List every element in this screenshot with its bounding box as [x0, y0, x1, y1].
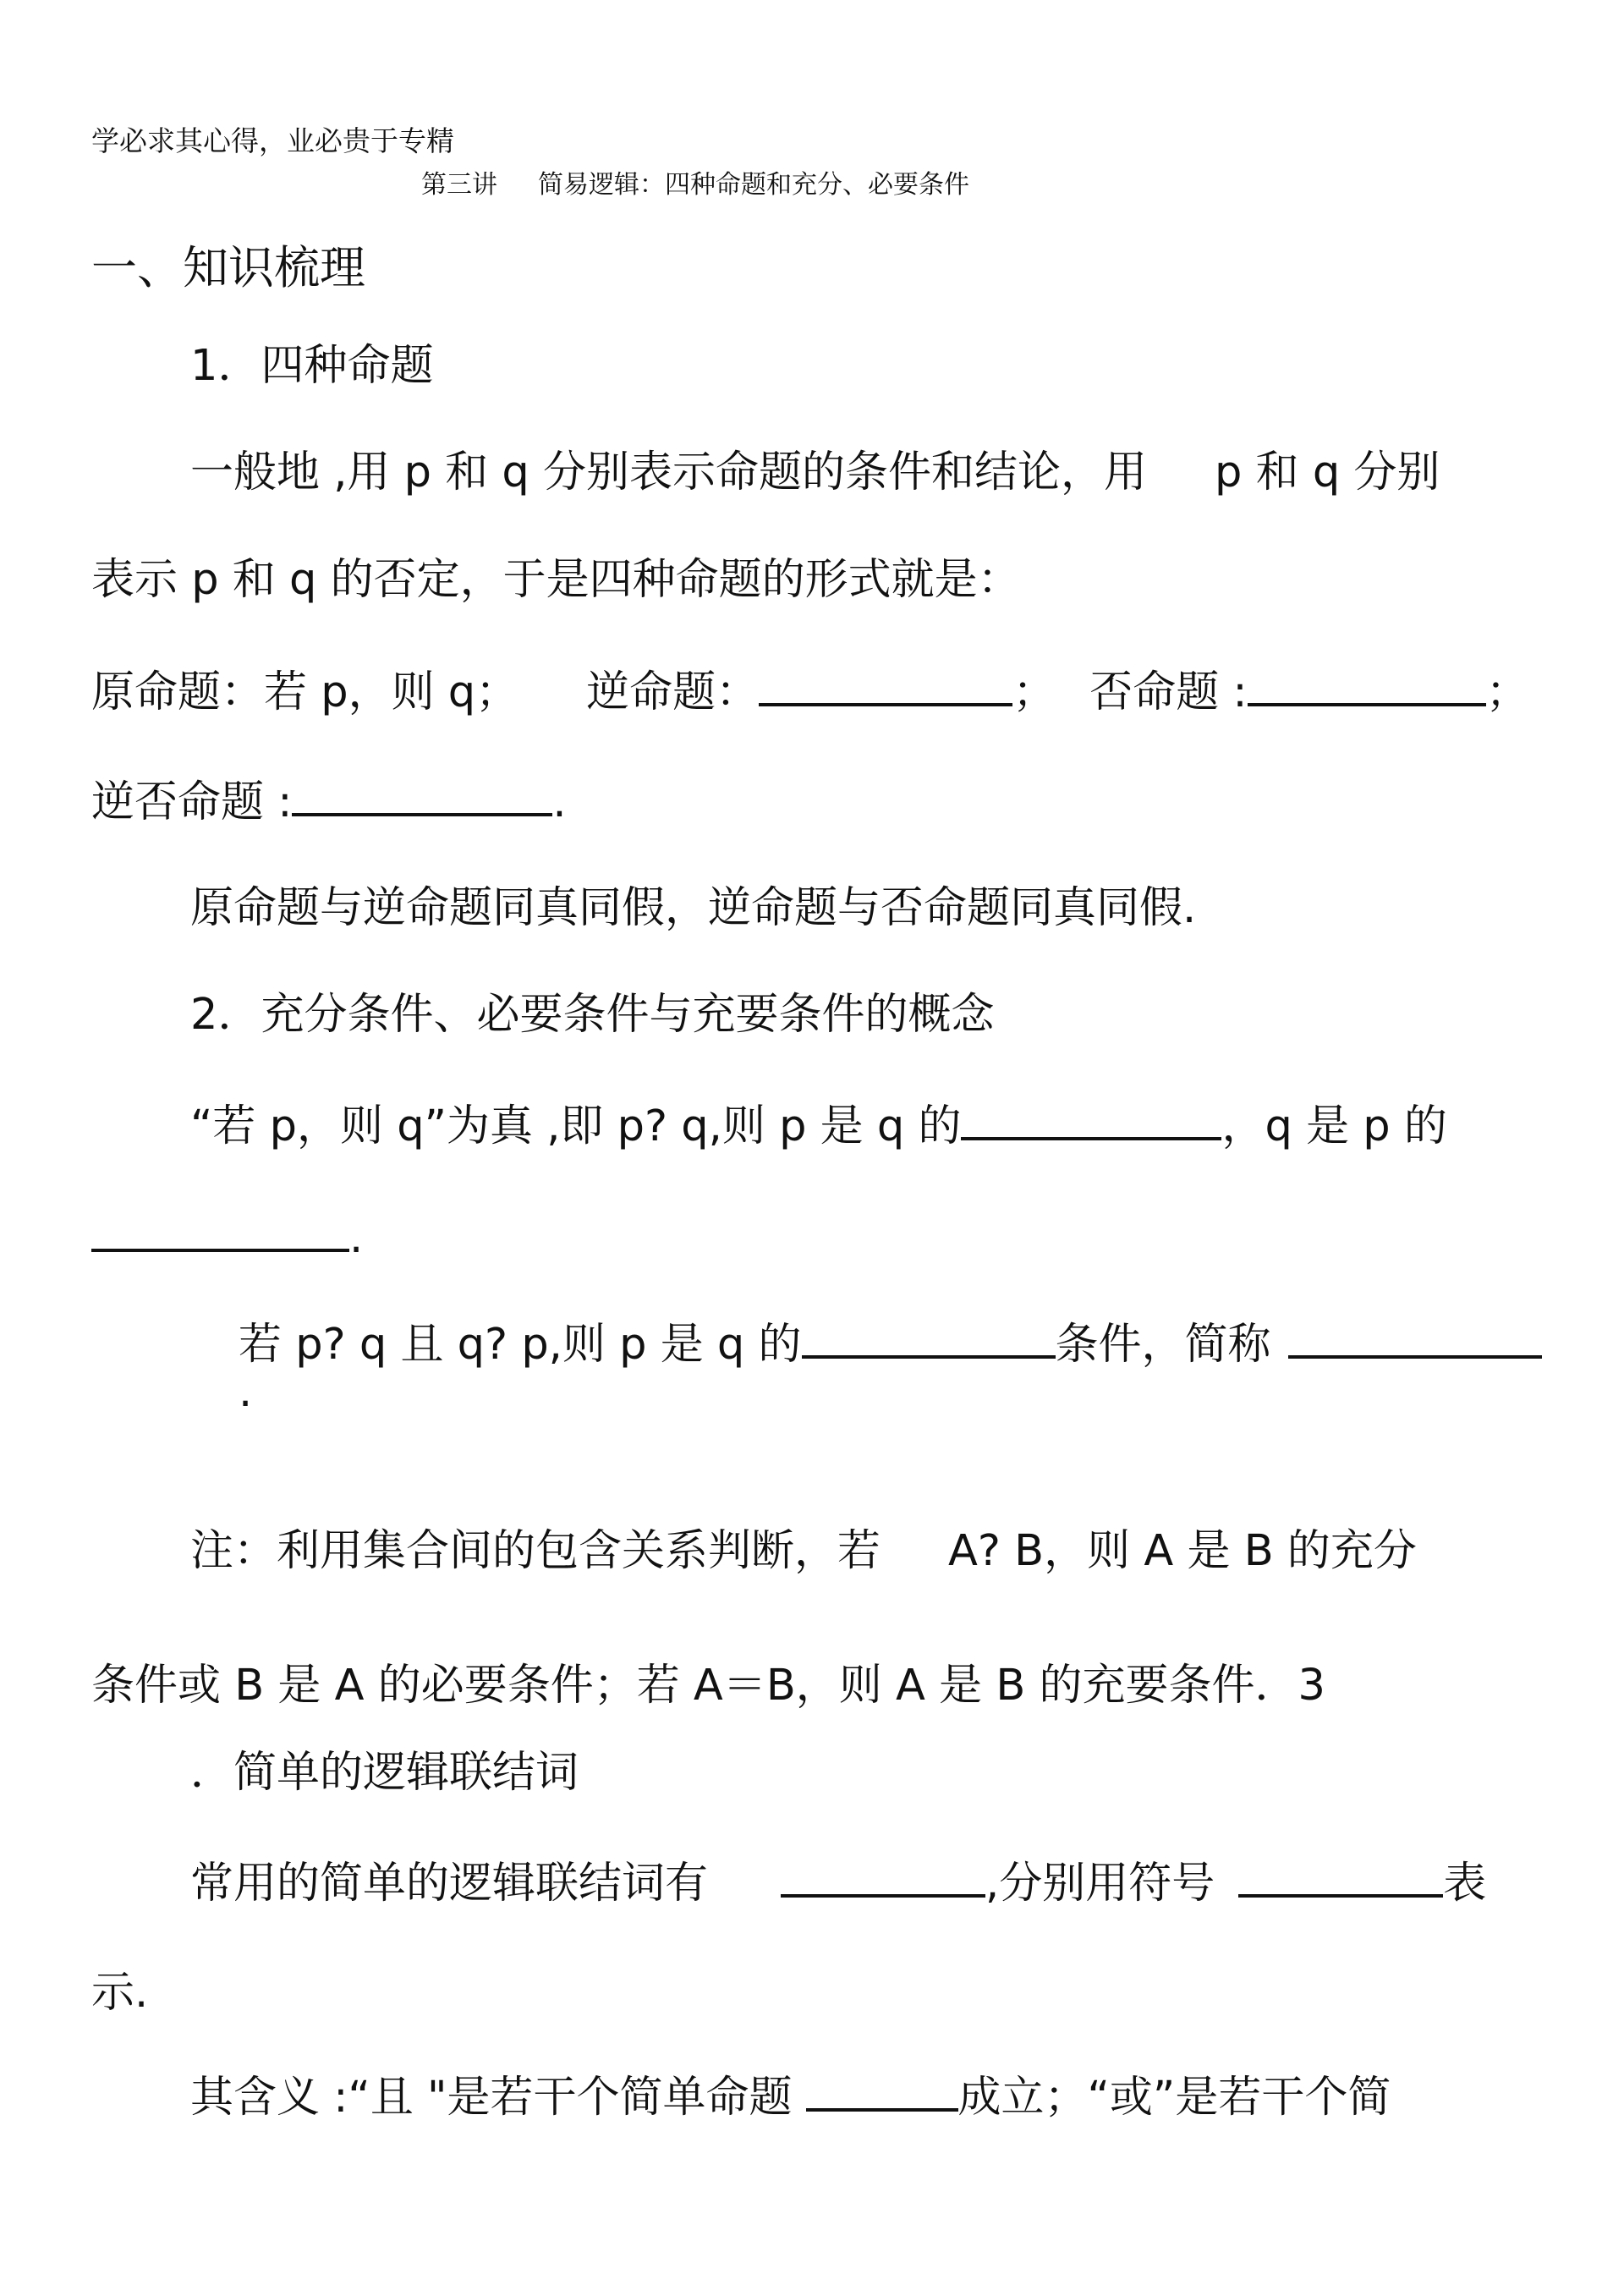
- contrapositive-label: 逆否命题 :: [91, 777, 293, 827]
- connectives-line-2: 示.: [91, 1968, 149, 2018]
- intro-text-b: p 和 q 分别: [1215, 448, 1440, 497]
- meaning-text-b: 成立；“或”是若干个简: [957, 2073, 1391, 2123]
- iff-period: .: [239, 1367, 253, 1417]
- converse-label: 逆命题：: [586, 667, 760, 717]
- symbols-blank: [1238, 1857, 1443, 1898]
- necessary-line: [91, 1211, 364, 1263]
- sufficient-line: [190, 1100, 1447, 1151]
- iff-condition-blank: [802, 1318, 1056, 1359]
- inverse-blank: [1248, 666, 1486, 706]
- iff-abbrev-blank: [1288, 1318, 1542, 1359]
- inverse-label: 否命题 :: [1089, 667, 1248, 717]
- iff-text-a: 若 p? q 且 q? p,则 p 是 q 的: [239, 1320, 802, 1370]
- semicolon: ；: [1485, 667, 1529, 717]
- intro-line-1: [190, 448, 1440, 497]
- set-note-line-1: [190, 1526, 1417, 1576]
- lecture-number: 第三讲: [421, 170, 497, 200]
- subsection-conditions: 2．充分条件、必要条件与充要条件的概念: [190, 990, 995, 1040]
- intro-text-a: 一般地 ,用 p 和 q 分别表示命题的条件和结论，用: [190, 448, 1148, 497]
- original-proposition: 原命题：若 p，则 q；: [91, 667, 519, 717]
- period: .: [552, 777, 567, 827]
- iff-text-b: 条件，简称: [1055, 1320, 1271, 1370]
- intro-line-2: 表示 p 和 q 的否定，于是四种命题的形式就是：: [91, 555, 1021, 605]
- sufficient-text-b: ，q 是 p 的: [1221, 1101, 1447, 1151]
- iff-line: [239, 1318, 1542, 1370]
- converse-blank: [759, 666, 1012, 706]
- sufficient-text-a: “若 p，则 q”为真 ,即 p? q,则 p 是 q 的: [190, 1101, 962, 1151]
- connectives-line: [190, 1857, 1487, 1909]
- connectives-blank: [781, 1857, 985, 1898]
- necessary-blank: [91, 1211, 349, 1252]
- header-motto: 学必求其心得，业必贵于专精: [91, 124, 454, 157]
- sufficient-blank: [961, 1100, 1221, 1140]
- and-meaning-blank: [806, 2071, 958, 2112]
- set-note-line-2: 条件或 B 是 A 的必要条件；若 A＝B，则 A 是 B 的充要条件．3: [91, 1661, 1325, 1711]
- contrapositive-line: [91, 776, 567, 827]
- meaning-line: [190, 2071, 1391, 2123]
- subsection-connectives: ．简单的逻辑联结词: [190, 1748, 579, 1798]
- connectives-text-a: 常用的简单的逻辑联结词有: [190, 1859, 709, 1909]
- subsection-four-propositions: 1．四种命题: [190, 341, 434, 391]
- set-note-text-b: A? B，则 A 是 B 的充分: [948, 1526, 1417, 1576]
- document-title: [421, 170, 969, 200]
- contrapositive-blank: [292, 776, 552, 816]
- semicolon: ；: [1012, 667, 1056, 717]
- lecture-title: 简易逻辑：四种命题和充分、必要条件: [538, 170, 969, 200]
- set-note-text-a: 注：利用集合间的包含关系判断，若: [190, 1526, 881, 1576]
- connectives-text-c: 表: [1443, 1859, 1487, 1909]
- truth-note: 原命题与逆命题同真同假，逆命题与否命题同真同假.: [190, 883, 1197, 933]
- section-heading: 一、知识梳理: [91, 241, 365, 294]
- connectives-text-b: ,分别用符号: [985, 1859, 1215, 1909]
- meaning-text-a: 其含义 :“且 "是若干个简单命题: [190, 2073, 793, 2123]
- period: .: [349, 1213, 364, 1263]
- proposition-forms-line: [91, 666, 1529, 717]
